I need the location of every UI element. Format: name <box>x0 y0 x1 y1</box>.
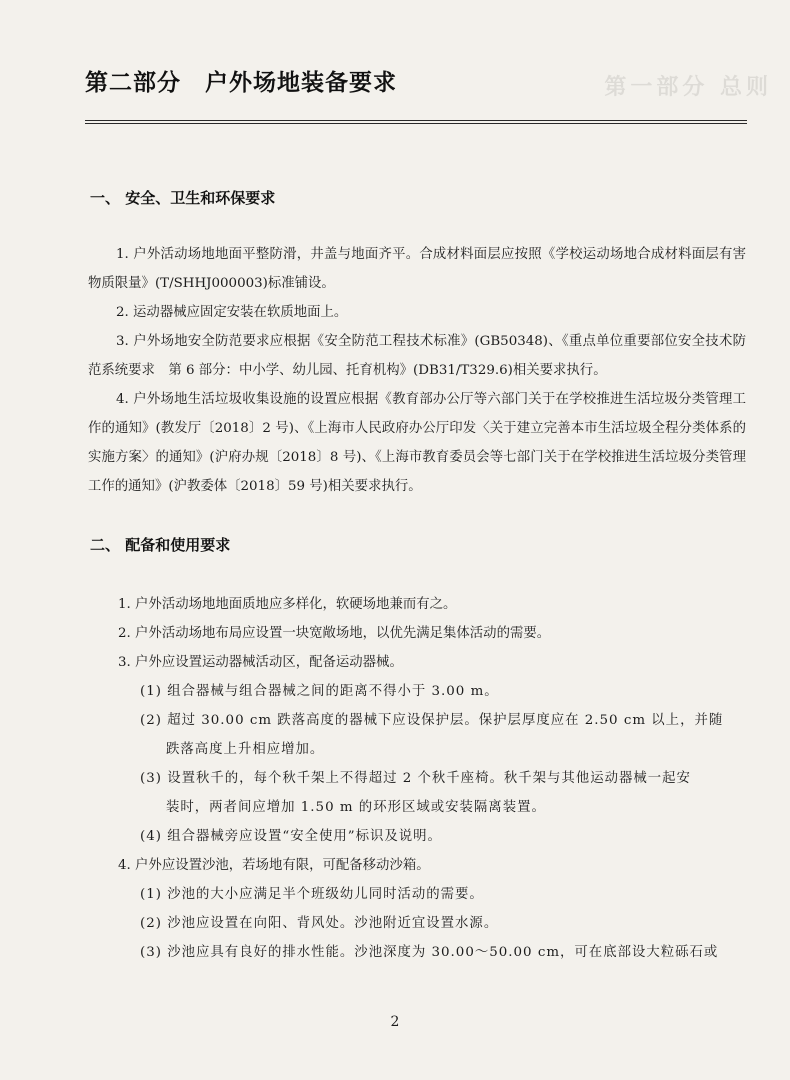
sub-item <box>140 822 746 851</box>
sub-item-line: (2) 超过 30.00 cm 跌落高度的器械下应设保护层。保护层厚度应在 2.50 cm 以上，并随 <box>140 713 724 728</box>
sub-item-line: (3) 设置秋千的，每个秋千架上不得超过 2 个秋千座椅。秋千架与其他运动器械一起安 <box>140 771 691 786</box>
page-number: 2 <box>390 1014 400 1030</box>
list-item: 4. 户外应设置沙池，若场地有限，可配备移动沙箱。 <box>118 858 430 873</box>
paragraph: 1. 户外活动场地地面平整防滑，井盖与地面齐平。合成材料面层应按照《学校运动场地合成材料面层有害物质限量》(T/SHHJ000003)标准铺设。 <box>88 247 746 291</box>
sub-item: (1) 沙池的大小应满足半个班级幼儿同时活动的需要。 <box>140 887 484 902</box>
sub-item-continuation: 跌落高度上升相应增加。 <box>166 742 325 757</box>
title-rule-bottom <box>85 123 747 124</box>
sub-item: (3) 沙池应具有良好的排水性能。沙池深度为 30.00～50.00 cm，可在底部设大粒砾石或 <box>140 945 719 960</box>
part-title <box>85 64 397 97</box>
section-heading: 二、 配备和使用要求 <box>90 536 231 554</box>
bleed-through-header: 第一部分 总则 <box>604 75 772 100</box>
sub-item-continuation: 装时，两者间应增加 1.50 m 的环形区域或安装隔离装置。 <box>166 800 546 815</box>
list-item: 1. 户外活动场地地面质地应多样化，软硬场地兼而有之。 <box>118 597 457 612</box>
list-item: 3. 户外应设置运动器械活动区，配备运动器械。 <box>118 655 403 670</box>
sub-item-line: (1) 组合器械与组合器械之间的距离不得小于 3.00 m。 <box>140 684 499 699</box>
sub-item: (2) 沙池应设置在向阳、背风处。沙池附近宜设置水源。 <box>140 916 499 931</box>
sub-item-line: (4) 组合器械旁应设置“安全使用”标识及说明。 <box>140 829 442 844</box>
part-label: 第二部分 <box>85 70 181 96</box>
sub-item <box>140 706 746 764</box>
list-item: 2. 户外活动场地布局应设置一块宽敞场地，以优先满足集体活动的需要。 <box>118 626 551 641</box>
paragraph: 2. 运动器械应固定安装在软质地面上。 <box>116 305 348 320</box>
title-rule-top <box>85 120 747 121</box>
sub-item <box>140 764 746 822</box>
paragraph: 4. 户外场地生活垃圾收集设施的设置应根据《教育部办公厅等六部门关于在学校推进生活垃圾分类管理工作的通知》(教发厅〔2018〕2 号)、《上海市人民政府办公厅印发〈关于建立完善本市生活垃圾全程分类体系的实施方案〉的通知》(沪府办规〔2018〕8 号)、《上海市教育委员会等七部门关于在学校推进生活垃圾分类管理工作的通知》(沪教委体〔2018〕59 号)相关要求执行。 <box>88 392 746 494</box>
paragraph: 3. 户外场地安全防范要求应根据《安全防范工程技术标准》(GB50348)、《重点单位重要部位安全技术防范系统要求 第 6 部分：中小学、幼儿园、托育机构》(DB31/T329.6)相关要求执行。 <box>88 334 746 378</box>
sub-item <box>140 677 746 706</box>
section-heading: 一、 安全、卫生和环保要求 <box>90 189 276 207</box>
part-title-text: 户外场地装备要求 <box>205 70 397 96</box>
